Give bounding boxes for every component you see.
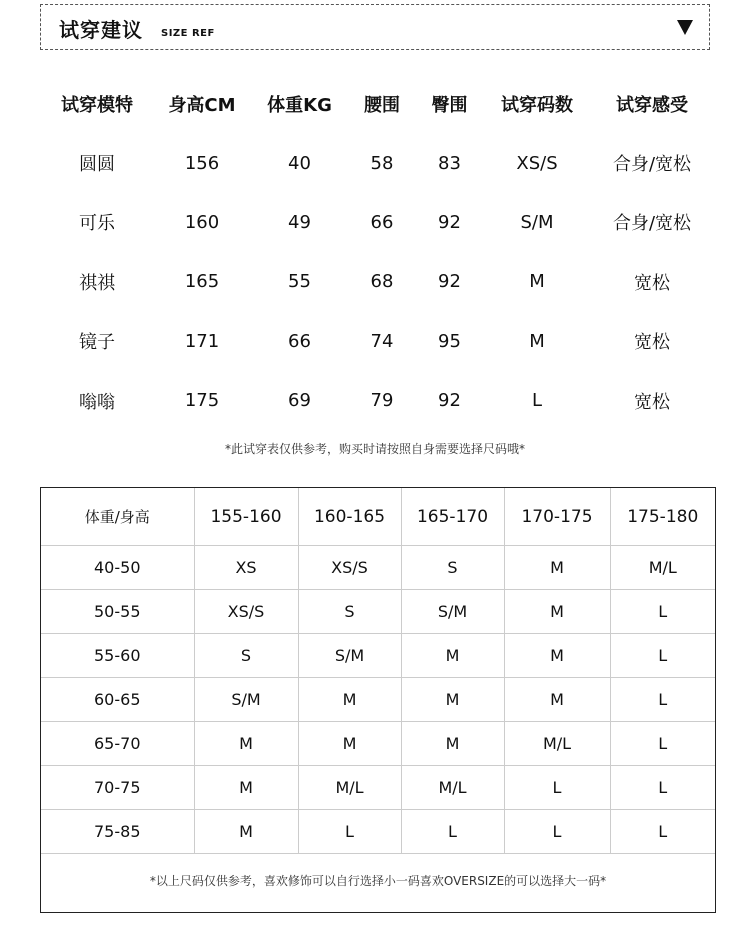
size-cell: M	[401, 722, 504, 766]
size-cell: S/M	[298, 634, 401, 678]
size-header-row	[41, 488, 715, 546]
size-col-header: 165-170	[401, 488, 504, 546]
size-table-box	[40, 487, 716, 913]
tryon-cell: 58	[370, 152, 394, 174]
size-cell: M	[401, 678, 504, 722]
size-cell: M/L	[298, 766, 401, 810]
table-row	[41, 546, 715, 590]
tryon-cell: 40	[288, 152, 311, 174]
tryon-cell: 92	[438, 390, 461, 412]
size-cell: L	[610, 678, 715, 722]
table-row	[37, 133, 717, 192]
size-table-note: *以上尺码仅供参考，喜欢修饰可以自行选择小一码喜欢OVERSIZE的可以选择大一码*	[149, 874, 607, 888]
tryon-cell: S/M	[520, 211, 554, 233]
tryon-cell: 镜子	[79, 332, 115, 354]
tryon-cell: L	[531, 390, 543, 412]
size-cell: 50-55	[41, 590, 194, 634]
tryon-cell: 66	[370, 211, 394, 233]
size-col-header: 175-180	[610, 488, 715, 546]
tryon-cell: 68	[370, 271, 394, 293]
size-cell: M	[194, 810, 298, 854]
tryon-cell: 79	[370, 390, 394, 412]
tryon-cell: 55	[288, 271, 311, 293]
size-cell: M	[401, 634, 504, 678]
size-cell: L	[610, 590, 715, 634]
tryon-cell: 69	[288, 390, 311, 412]
size-cell: M	[504, 546, 610, 590]
table-row	[41, 766, 715, 810]
size-cell: 60-65	[41, 678, 194, 722]
tryon-cell: 嗡嗡	[79, 391, 115, 413]
table-row	[41, 590, 715, 634]
size-cell: L	[610, 766, 715, 810]
tryon-table	[37, 74, 717, 430]
triangle-down-icon[interactable]	[677, 20, 693, 35]
size-cell: L	[504, 766, 610, 810]
size-ref-header[interactable]	[40, 4, 710, 50]
tryon-cell: 宽松	[634, 272, 670, 294]
tryon-cell: M	[529, 271, 545, 293]
size-cell: L	[610, 810, 715, 854]
table-row	[41, 634, 715, 678]
tryon-header-row	[37, 74, 717, 133]
tryon-col-waist: 腰围	[364, 94, 400, 116]
size-cell: M/L	[610, 546, 715, 590]
tryon-cell: XS/S	[516, 152, 558, 174]
table-row	[41, 722, 715, 766]
header-title: 试穿建议	[59, 18, 143, 42]
size-cell: XS/S	[298, 546, 401, 590]
table-row	[37, 193, 717, 252]
size-cell: L	[298, 810, 401, 854]
size-cell: M/L	[504, 722, 610, 766]
tryon-cell: 83	[438, 152, 461, 174]
tryon-cell: 165	[184, 271, 220, 293]
table-row	[37, 312, 717, 371]
tryon-cell: M	[529, 330, 545, 352]
tryon-cell: 圆圆	[79, 154, 115, 176]
size-cell: S	[194, 634, 298, 678]
tryon-cell: 92	[438, 211, 461, 233]
tryon-cell: 合身/宽松	[612, 213, 692, 235]
table-row	[41, 678, 715, 722]
size-cell: M	[298, 678, 401, 722]
table-row	[37, 371, 717, 430]
size-cell: L	[401, 810, 504, 854]
tryon-cell: 宽松	[634, 332, 670, 354]
size-cell: 40-50	[41, 546, 194, 590]
size-cell: L	[610, 722, 715, 766]
size-cell: 55-60	[41, 634, 194, 678]
size-cell: L	[610, 634, 715, 678]
size-cell: XS	[194, 546, 298, 590]
tryon-cell: 祺祺	[79, 272, 115, 294]
tryon-cell: 171	[184, 330, 220, 352]
size-table	[41, 488, 715, 854]
size-cell: M	[298, 722, 401, 766]
tryon-col-height: 身高CM	[168, 94, 236, 116]
size-cell: M	[504, 590, 610, 634]
size-cell: L	[504, 810, 610, 854]
tryon-cell: 92	[438, 271, 461, 293]
tryon-cell: 合身/宽松	[612, 154, 692, 176]
size-cell: S	[401, 546, 504, 590]
tryon-cell: 66	[288, 330, 311, 352]
size-col-header: 170-175	[504, 488, 610, 546]
tryon-col-feel: 试穿感受	[616, 94, 688, 116]
tryon-cell: 可乐	[79, 213, 115, 235]
size-cell: M	[504, 678, 610, 722]
tryon-cell: 175	[184, 390, 220, 412]
table-row	[41, 810, 715, 854]
size-cell: 65-70	[41, 722, 194, 766]
size-cell: M	[504, 634, 610, 678]
size-cell: S/M	[401, 590, 504, 634]
tryon-cell: 156	[184, 152, 220, 174]
size-col-header: 155-160	[194, 488, 298, 546]
size-cell: M	[194, 722, 298, 766]
tryon-note: *此试穿表仅供参考，购买时请按照自身需要选择尺码哦*	[224, 442, 525, 456]
tryon-cell: 49	[288, 211, 311, 233]
tryon-cell: 宽松	[634, 391, 670, 413]
tryon-cell: 95	[438, 330, 461, 352]
size-cell: 75-85	[41, 810, 194, 854]
size-cell: S	[298, 590, 401, 634]
size-cell: M/L	[401, 766, 504, 810]
size-col-header: 体重/身高	[41, 488, 194, 546]
tryon-col-size: 试穿码数	[501, 94, 573, 116]
size-cell: XS/S	[194, 590, 298, 634]
size-col-header: 160-165	[298, 488, 401, 546]
tryon-cell: 160	[184, 211, 220, 233]
table-row	[37, 252, 717, 311]
size-cell: M	[194, 766, 298, 810]
tryon-col-weight: 体重KG	[267, 94, 332, 116]
tryon-col-hip: 臀围	[431, 94, 468, 116]
tryon-cell: 74	[370, 330, 394, 352]
tryon-col-model: 试穿模特	[61, 94, 133, 116]
size-cell: 70-75	[41, 766, 194, 810]
size-cell: S/M	[194, 678, 298, 722]
header-subtitle: SIZE REF	[161, 28, 215, 39]
